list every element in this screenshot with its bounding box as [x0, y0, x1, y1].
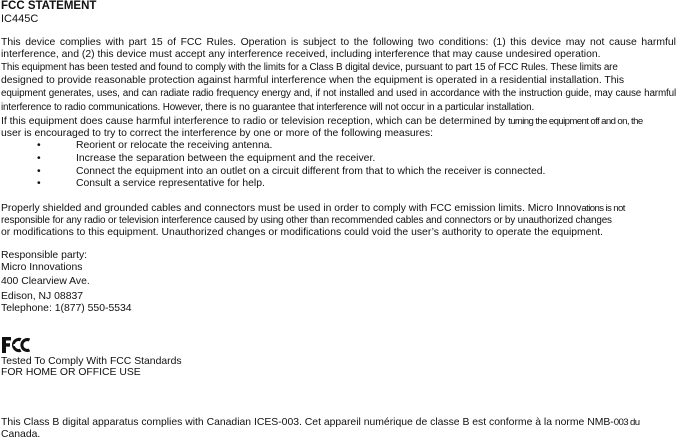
model-number: IC445C	[1, 13, 39, 25]
equipment-paragraph-line-2: designed to provide reasonable protection against harmful interference when the equipment is operated in a residential installation. This	[1, 75, 625, 86]
bullet-icon: •	[37, 165, 41, 177]
fcc-tested-line: Tested To Comply With FCC Standards	[1, 356, 182, 368]
fcc-tested-text	[1, 356, 676, 378]
list-item	[1, 140, 676, 153]
canada-statement-small-run: 003 du	[613, 416, 640, 428]
shielded-paragraph-small-run: ations is not	[581, 203, 625, 215]
fcc-statement-document	[1, 0, 676, 442]
canada-statement-text: This Class B digital apparatus complies with Canadian ICES-003. Cet appareil numérique de classe B est conforme à la norme NMB-	[1, 416, 614, 428]
measure-text: Reorient or relocate the receiving antenna.	[76, 140, 273, 151]
measure-text: Consult a service representative for help.	[76, 178, 265, 190]
telephone: Telephone: 1(877) 550-5534	[1, 302, 132, 314]
responsible-party-block	[1, 250, 676, 314]
address-line-1: 400 Clearview Ave.	[1, 276, 90, 288]
list-item	[1, 153, 676, 166]
responsible-party-label: Responsible party:	[1, 250, 88, 262]
equipment-paragraph-small-run: turning the equipment off and on, the	[508, 116, 643, 127]
company-name: Micro Innovations	[1, 261, 83, 273]
fcc-use-line: FOR HOME OR OFFICE USE	[1, 367, 141, 379]
list-item	[1, 166, 676, 179]
equipment-paragraph-line-1: This equipment has been tested and found to comply with the limits for a Class B digital device, pursuant to part 15 of FCC Rules. These limits are	[1, 62, 618, 73]
address-line-2: Edison, NJ 08837	[1, 290, 84, 302]
bullet-icon: •	[37, 178, 41, 190]
equipment-paragraph-line-4	[1, 116, 676, 128]
list-item	[1, 178, 676, 191]
shielded-paragraph-line-3: or modifications to this equipment. Unauthorized changes or modifications could void the user’s authority to operate the equipment.	[1, 227, 604, 239]
shielded-paragraph-text: Properly shielded and grounded cables and connectors must be used in order to comply with FCC emission limits. Micro Innov	[1, 203, 582, 215]
equipment-paragraph-line-3: equipment generates, uses, and can radiate radio frequency energy and, if not installed and used in accordance with the instruction guide, may cause harmful interference to radio communications. However, there is no guarantee that interference will not occur in a particular installation.	[1, 88, 676, 113]
bullet-icon: •	[37, 152, 41, 164]
equipment-paragraph-line-5: user is encouraged to try to correct the interference by one or more of the following measures:	[1, 128, 434, 139]
compliance-paragraph: This device complies with part 15 of FCC Rules. Operation is subject to the following two conditions: (1) this device may not cause harmful interference, and (2) this device must accept any interference received, including interference that may cause undesired operation.	[1, 37, 676, 60]
shielded-paragraph-line-1	[1, 203, 676, 215]
canada-statement	[1, 417, 676, 442]
fcc-logo-icon	[1, 336, 31, 354]
equipment-paragraph-text: If this equipment does cause harmful interference to radio or television reception, which can be determined by	[1, 116, 506, 127]
bullet-icon: •	[37, 140, 41, 151]
shielded-paragraph-line-2: responsible for any radio or television interference caused by using other than recommended cables and connectors or by unauthorized changes	[1, 215, 612, 227]
measure-text: Increase the separation between the equipment and the receiver.	[76, 152, 376, 164]
measure-text: Connect the equipment into an outlet on a circuit different from that to which the receiver is connected.	[76, 165, 546, 177]
document-title: FCC STATEMENT	[1, 0, 97, 12]
canada-statement-end: Canada.	[1, 429, 41, 441]
measures-list	[1, 140, 676, 191]
